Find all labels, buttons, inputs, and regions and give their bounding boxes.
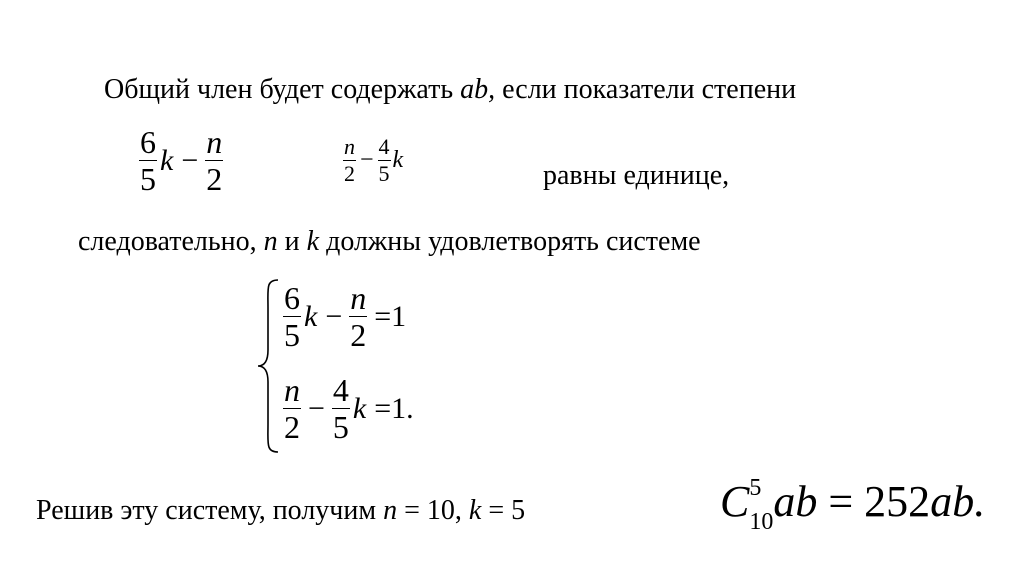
ab-term: ab,: [460, 74, 496, 105]
system-equation-2: [284, 374, 414, 443]
denominator: 2: [344, 161, 355, 186]
variable-k: k: [468, 495, 482, 526]
result-line: [36, 497, 525, 525]
numerator: n: [344, 134, 355, 159]
fraction-n-2: [284, 374, 300, 443]
fraction-n-2: [344, 136, 355, 185]
n-value: = 10,: [397, 495, 469, 526]
denominator: 5: [284, 317, 300, 353]
combination-symbol: C: [720, 477, 750, 526]
denominator: 5: [140, 161, 156, 197]
superscript-5: 5: [749, 475, 762, 501]
denominator: 5: [378, 161, 390, 186]
numerator: 4: [332, 372, 349, 408]
variable-n: n: [383, 495, 398, 526]
fraction-6-5: [140, 126, 156, 195]
variable-k: k: [306, 226, 320, 257]
numerator: n: [284, 372, 300, 408]
minus-sign: −: [325, 299, 343, 333]
equals-one: =1.: [374, 391, 414, 425]
numerator: 6: [140, 124, 156, 160]
fraction-4-5: [379, 136, 390, 185]
numerator: 4: [378, 134, 390, 159]
intro-text-end: если показатели степени: [495, 74, 797, 105]
denominator: 2: [206, 161, 223, 197]
variable-k: k: [160, 143, 174, 177]
denominator: 2: [350, 317, 367, 353]
therefore-line: [78, 228, 701, 256]
system-equation-1: [284, 282, 406, 351]
fraction-n-2: [206, 126, 222, 195]
numerator: n: [350, 280, 367, 316]
exponent-expression-1: [140, 126, 222, 195]
final-formula: [720, 475, 986, 535]
denominator: 2: [284, 409, 300, 445]
fraction-6-5: [284, 282, 300, 351]
minus-sign: −: [360, 147, 374, 173]
therefore-text-end: должны удовлетворять системе: [319, 226, 701, 257]
variable-k: k: [304, 299, 318, 333]
minus-sign: −: [308, 391, 325, 425]
k-value: = 5: [481, 495, 526, 526]
equals-one: =1: [374, 299, 407, 333]
variable-n: n: [263, 226, 278, 257]
equal-one-text: равны единице,: [543, 160, 730, 191]
ab-term: ab: [773, 477, 818, 526]
therefore-text: следовательно,: [78, 226, 264, 257]
and-text: и: [277, 226, 307, 257]
numerator: 6: [284, 280, 300, 316]
system-brace: [256, 278, 280, 454]
subscript-10: 10: [749, 509, 774, 535]
intro-text: Общий член будет содержать: [104, 74, 461, 105]
variable-k: k: [352, 391, 367, 425]
exponent-expression-2: [344, 136, 403, 185]
numerator: n: [206, 124, 223, 160]
fraction-4-5: [333, 374, 349, 443]
equals-252: = 252: [817, 477, 931, 526]
fraction-n-2: [350, 282, 366, 351]
denominator: 5: [332, 409, 349, 445]
minus-sign: −: [181, 143, 199, 177]
ab-term-end: ab.: [930, 477, 986, 526]
variable-k: k: [392, 147, 404, 173]
intro-line: [104, 76, 796, 104]
result-text: Решив эту систему, получим: [36, 495, 384, 526]
